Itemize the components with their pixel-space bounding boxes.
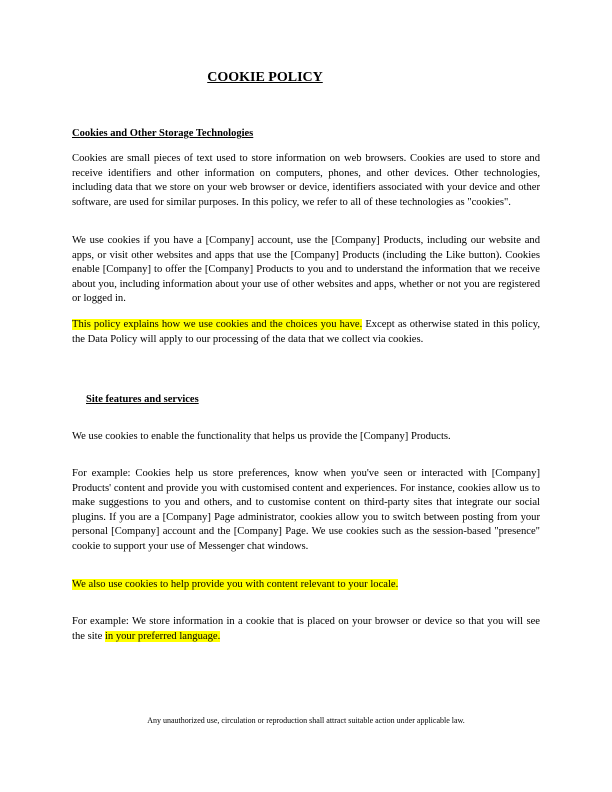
paragraph: We use cookies if you have a [Company] account, use the [Company] Products, including our website and apps, or visit other websites and apps that use the [Company] Products (including the Like button). Cookies enable [Company] to offer the [Company] Products to you and to understand the information that we receive about you, including information about your use of other websites and apps, whether or not you are registered or logged in. [72,235,540,305]
highlighted-text: in your preferred language. [104,630,221,642]
highlighted-text: This policy explains how we use cookies and the choices you have. [72,319,363,330]
footer-notice: Any unauthorized use, circulation or reproduction shall attract suitable action under applicable law. [147,716,465,725]
page-title [0,70,530,86]
paragraph: For example: Cookies help us store preferences, know when you've seen or interacted with [Company] Products' content and provide you with customised content and experiences. For instance, cookies allow us to make suggestions to you and others, and to customise content on third-party sites that integrate our social plugins. If you are a [Company] Page administrator, cookies allow you to switch between posting from your personal [Company] account and the [Company] Page. We use cookies such as the session-based "presence" cookie to support your use of Messenger chat windows. [72,468,540,552]
paragraph: Cookies are small pieces of text used to store information on web browsers. Cookies are used to store and receive identifiers and other information on computers, phones, and other devices. Other technologies, including data that we store on your web browser or device, identifiers associated with your device and other software, are used for similar purposes. In this policy, we refer to all of these technologies as "cookies". [72,153,540,208]
paragraph-text: Except as otherwise stated in this policy, the Data Policy will apply to our processing of the data that we collect via cookies. [72,319,540,345]
paragraph [72,615,540,644]
paragraph-highlighted [72,578,540,593]
paragraph: We use cookies to enable the functionality that helps us provide the [Company] Products. [72,431,451,442]
paragraph-highlighted [72,318,540,347]
section-heading-site-features: Site features and services [86,394,199,405]
highlighted-text: We also use cookies to help provide you with content relevant to your locale. [72,579,399,590]
section-heading-cookies: Cookies and Other Storage Technologies [72,128,254,139]
title-text: COOKIE POLICY [207,70,323,85]
paragraph-text: For example: We store information in a cookie that is placed on your browser or device so that you will see the site [72,616,540,642]
